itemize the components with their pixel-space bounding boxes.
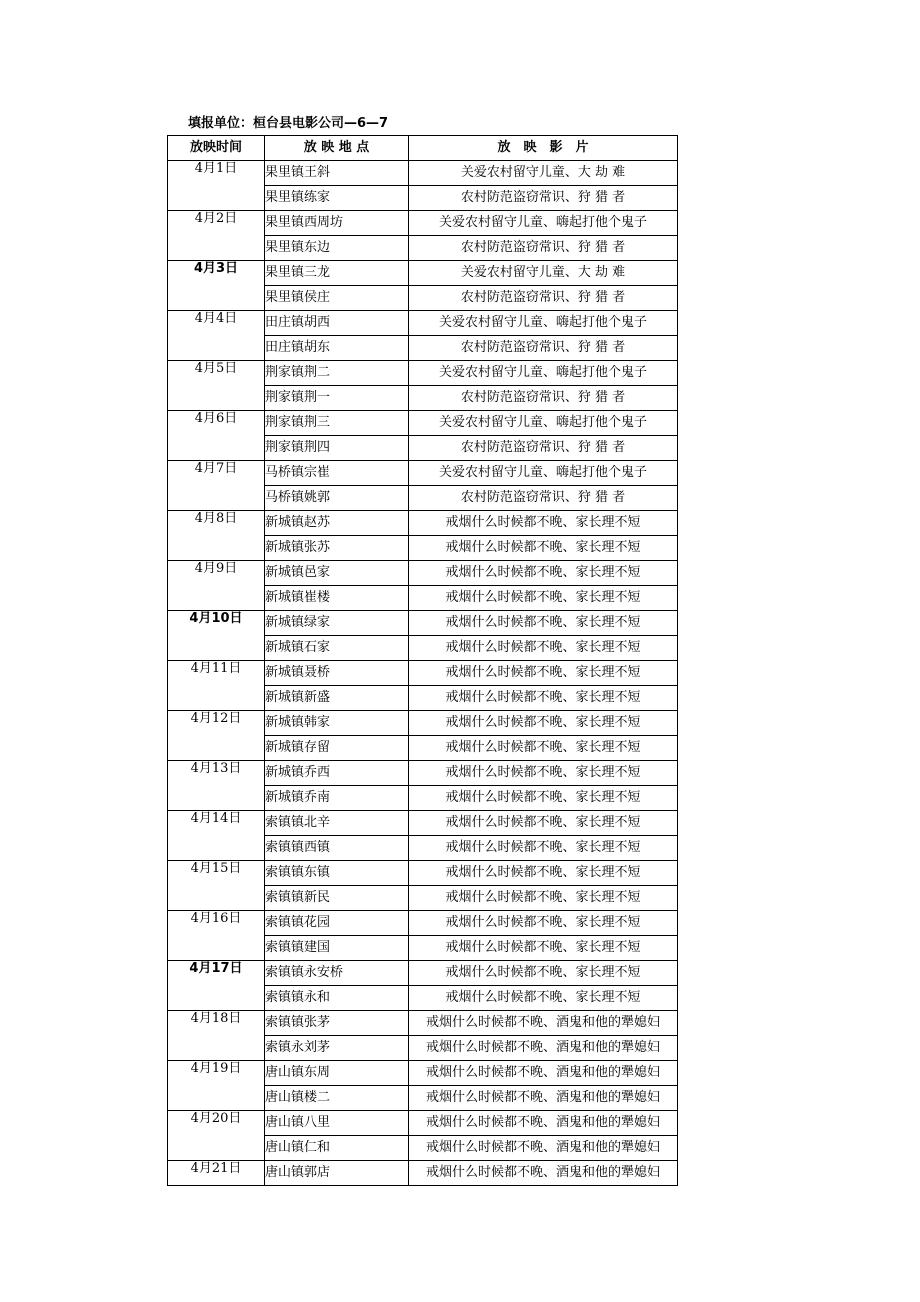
date-cell: 4月10日 <box>168 611 265 661</box>
place-cell: 果里镇侯庄 <box>265 286 409 311</box>
date-cell: 4月16日 <box>168 911 265 961</box>
film-cell: 戒烟什么时候都不晚、家长理不短 <box>409 661 678 686</box>
place-cell: 马桥镇宗崔 <box>265 461 409 486</box>
place-cell: 唐山镇郭店 <box>265 1161 409 1186</box>
reporting-unit-label: 填报单位：桓台县电影公司—6—7 <box>188 116 389 131</box>
date-cell: 4月13日 <box>168 761 265 811</box>
date-cell: 4月15日 <box>168 861 265 911</box>
place-cell: 新城镇赵苏 <box>265 511 409 536</box>
film-cell: 戒烟什么时候都不晚、家长理不短 <box>409 536 678 561</box>
film-cell: 农村防范盗窃常识、狩 猎 者 <box>409 286 678 311</box>
date-cell: 4月5日 <box>168 361 265 411</box>
table-row <box>168 711 678 736</box>
date-cell: 4月14日 <box>168 811 265 861</box>
place-cell: 索镇镇永安桥 <box>265 961 409 986</box>
film-cell: 戒烟什么时候都不晚、家长理不短 <box>409 911 678 936</box>
table-body <box>168 161 678 1186</box>
film-cell: 戒烟什么时候都不晚、家长理不短 <box>409 786 678 811</box>
place-cell: 荆家镇荆四 <box>265 436 409 461</box>
film-cell: 农村防范盗窃常识、狩 猎 者 <box>409 336 678 361</box>
film-cell: 农村防范盗窃常识、狩 猎 者 <box>409 236 678 261</box>
table-row <box>168 411 678 436</box>
film-cell: 戒烟什么时候都不晚、家长理不短 <box>409 561 678 586</box>
film-cell: 戒烟什么时候都不晚、家长理不短 <box>409 636 678 661</box>
column-header-film: 放 映 影 片 <box>409 136 678 161</box>
film-cell: 戒烟什么时候都不晚、酒鬼和他的犟媳妇 <box>409 1111 678 1136</box>
table-row <box>168 1161 678 1186</box>
film-cell: 戒烟什么时候都不晚、家长理不短 <box>409 886 678 911</box>
table-row <box>168 1111 678 1136</box>
place-cell: 新城镇绿家 <box>265 611 409 636</box>
place-cell: 唐山镇仁和 <box>265 1136 409 1161</box>
place-cell: 新城镇石家 <box>265 636 409 661</box>
film-cell: 戒烟什么时候都不晚、家长理不短 <box>409 811 678 836</box>
place-cell: 索镇镇西镇 <box>265 836 409 861</box>
place-cell: 索镇镇建国 <box>265 936 409 961</box>
table-row <box>168 611 678 636</box>
film-cell: 戒烟什么时候都不晚、家长理不短 <box>409 686 678 711</box>
date-cell: 4月9日 <box>168 561 265 611</box>
table-row <box>168 1061 678 1086</box>
place-cell: 唐山镇东周 <box>265 1061 409 1086</box>
table-row <box>168 261 678 286</box>
table-row <box>168 761 678 786</box>
film-cell: 戒烟什么时候都不晚、酒鬼和他的犟媳妇 <box>409 1136 678 1161</box>
date-cell: 4月19日 <box>168 1061 265 1111</box>
place-cell: 索镇镇永和 <box>265 986 409 1011</box>
place-cell: 唐山镇楼二 <box>265 1086 409 1111</box>
column-header-place: 放 映 地 点 <box>265 136 409 161</box>
place-cell: 荆家镇荆一 <box>265 386 409 411</box>
film-cell: 关爱农村留守儿童、大 劫 难 <box>409 261 678 286</box>
date-cell: 4月6日 <box>168 411 265 461</box>
date-cell: 4月12日 <box>168 711 265 761</box>
place-cell: 索镇镇北辛 <box>265 811 409 836</box>
table-row <box>168 361 678 386</box>
place-cell: 田庄镇胡西 <box>265 311 409 336</box>
table-row <box>168 511 678 536</box>
place-cell: 果里镇西周坊 <box>265 211 409 236</box>
table-row <box>168 861 678 886</box>
table-header-row <box>168 136 678 161</box>
film-cell: 农村防范盗窃常识、狩 猎 者 <box>409 486 678 511</box>
film-cell: 戒烟什么时候都不晚、酒鬼和他的犟媳妇 <box>409 1161 678 1186</box>
place-cell: 新城镇存留 <box>265 736 409 761</box>
film-cell: 戒烟什么时候都不晚、家长理不短 <box>409 836 678 861</box>
place-cell: 荆家镇荆二 <box>265 361 409 386</box>
table-row <box>168 961 678 986</box>
film-cell: 关爱农村留守儿童、嗨起打他个鬼子 <box>409 361 678 386</box>
film-cell: 戒烟什么时候都不晚、家长理不短 <box>409 961 678 986</box>
film-cell: 戒烟什么时候都不晚、家长理不短 <box>409 586 678 611</box>
film-cell: 关爱农村留守儿童、大 劫 难 <box>409 161 678 186</box>
film-cell: 农村防范盗窃常识、狩 猎 者 <box>409 436 678 461</box>
film-cell: 戒烟什么时候都不晚、酒鬼和他的犟媳妇 <box>409 1086 678 1111</box>
date-cell: 4月4日 <box>168 311 265 361</box>
place-cell: 索镇镇东镇 <box>265 861 409 886</box>
date-cell: 4月7日 <box>168 461 265 511</box>
film-cell: 关爱农村留守儿童、嗨起打他个鬼子 <box>409 411 678 436</box>
film-cell: 农村防范盗窃常识、狩 猎 者 <box>409 186 678 211</box>
date-cell: 4月1日 <box>168 161 265 211</box>
film-cell: 戒烟什么时候都不晚、家长理不短 <box>409 936 678 961</box>
date-cell: 4月8日 <box>168 511 265 561</box>
place-cell: 新城镇乔南 <box>265 786 409 811</box>
table-row <box>168 161 678 186</box>
place-cell: 果里镇王斜 <box>265 161 409 186</box>
film-cell: 戒烟什么时候都不晚、家长理不短 <box>409 761 678 786</box>
screening-schedule-table <box>167 135 678 1186</box>
place-cell: 新城镇邑家 <box>265 561 409 586</box>
table-row <box>168 211 678 236</box>
film-cell: 戒烟什么时候都不晚、家长理不短 <box>409 611 678 636</box>
place-cell: 新城镇乔西 <box>265 761 409 786</box>
place-cell: 新城镇崔楼 <box>265 586 409 611</box>
date-cell: 4月11日 <box>168 661 265 711</box>
place-cell: 果里镇三龙 <box>265 261 409 286</box>
film-cell: 关爱农村留守儿童、嗨起打他个鬼子 <box>409 211 678 236</box>
film-cell: 戒烟什么时候都不晚、家长理不短 <box>409 711 678 736</box>
place-cell: 索镇镇张茅 <box>265 1011 409 1036</box>
place-cell: 索镇镇新民 <box>265 886 409 911</box>
table-row <box>168 311 678 336</box>
film-cell: 戒烟什么时候都不晚、酒鬼和他的犟媳妇 <box>409 1011 678 1036</box>
place-cell: 荆家镇荆三 <box>265 411 409 436</box>
place-cell: 新城镇张苏 <box>265 536 409 561</box>
place-cell: 索镇镇花园 <box>265 911 409 936</box>
date-cell: 4月20日 <box>168 1111 265 1161</box>
film-cell: 戒烟什么时候都不晚、家长理不短 <box>409 511 678 536</box>
film-cell: 农村防范盗窃常识、狩 猎 者 <box>409 386 678 411</box>
table-row <box>168 661 678 686</box>
place-cell: 唐山镇八里 <box>265 1111 409 1136</box>
date-cell: 4月2日 <box>168 211 265 261</box>
place-cell: 田庄镇胡东 <box>265 336 409 361</box>
film-cell: 关爱农村留守儿童、嗨起打他个鬼子 <box>409 461 678 486</box>
place-cell: 果里镇东边 <box>265 236 409 261</box>
film-cell: 戒烟什么时候都不晚、家长理不短 <box>409 986 678 1011</box>
date-cell: 4月3日 <box>168 261 265 311</box>
place-cell: 新城镇新盛 <box>265 686 409 711</box>
film-cell: 戒烟什么时候都不晚、家长理不短 <box>409 861 678 886</box>
table-row <box>168 461 678 486</box>
place-cell: 果里镇练家 <box>265 186 409 211</box>
table-row <box>168 811 678 836</box>
date-cell: 4月21日 <box>168 1161 265 1186</box>
film-cell: 戒烟什么时候都不晚、酒鬼和他的犟媳妇 <box>409 1036 678 1061</box>
table-row <box>168 561 678 586</box>
table-row <box>168 1011 678 1036</box>
place-cell: 索镇永刘茅 <box>265 1036 409 1061</box>
place-cell: 马桥镇姚郭 <box>265 486 409 511</box>
date-cell: 4月17日 <box>168 961 265 1011</box>
film-cell: 戒烟什么时候都不晚、酒鬼和他的犟媳妇 <box>409 1061 678 1086</box>
place-cell: 新城镇韩家 <box>265 711 409 736</box>
table-row <box>168 911 678 936</box>
place-cell: 新城镇聂桥 <box>265 661 409 686</box>
film-cell: 关爱农村留守儿童、嗨起打他个鬼子 <box>409 311 678 336</box>
date-cell: 4月18日 <box>168 1011 265 1061</box>
film-cell: 戒烟什么时候都不晚、家长理不短 <box>409 736 678 761</box>
column-header-date: 放映时间 <box>168 136 265 161</box>
